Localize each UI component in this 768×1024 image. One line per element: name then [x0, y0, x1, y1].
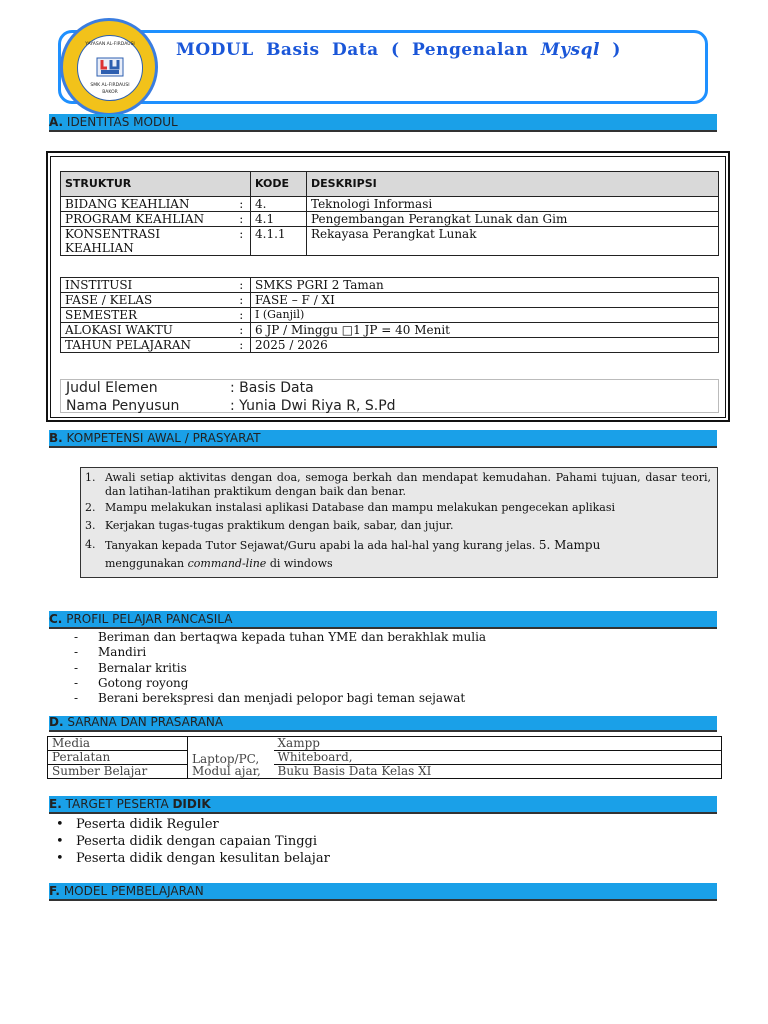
section-d-header — [49, 716, 717, 732]
sarana-label: Sumber Belajar — [48, 765, 188, 779]
item-text-main: Tanyakan kepada Tutor Sejawat/Guru apabi la ada hal-hal yang kurang jelas. — [105, 539, 536, 552]
sarana-table — [47, 736, 722, 779]
sarana-col2-cell — [188, 737, 274, 779]
info-sep: : — [233, 308, 251, 323]
info-table — [60, 277, 719, 353]
section-letter: F. — [49, 884, 60, 898]
info-label: ALOKASI WAKTU — [61, 323, 233, 338]
info-sep: : — [233, 338, 251, 353]
dash-marker: - — [74, 630, 79, 644]
section-a-header — [49, 114, 717, 132]
section-label: PROFIL PELAJAR PANCASILA — [66, 612, 233, 626]
cell-struktur: KONSENTRASI KEAHLIAN — [61, 227, 233, 256]
info-sep: : — [233, 278, 251, 293]
item-text: Awali setiap aktivitas dengan doa, semoga berkah dan mendapat kemudahan. Pahami tujuan, dasar teori, dan latihan-latihan praktikum dengan baik dan benar. — [105, 471, 711, 498]
table-row — [61, 338, 719, 353]
section-letter: C. — [49, 612, 63, 626]
cell-sep: : — [233, 227, 251, 256]
header-kode: KODE — [251, 172, 307, 197]
sarana-label: Media — [48, 737, 188, 751]
structure-table-header — [61, 172, 719, 197]
item-text: Mampu melakukan instalasi aplikasi Database dan mampu melakukan pengecekan aplikasi — [105, 501, 616, 514]
logo-inner-circle — [77, 35, 143, 101]
item-text-italic: command-line — [187, 557, 267, 570]
title-text: MODUL Basis Data ( Pengenalan — [176, 40, 541, 60]
header-struktur: STRUKTUR — [61, 172, 251, 197]
section-f-header — [49, 883, 717, 901]
item-text — [105, 538, 711, 553]
judul-elemen-label: Judul Elemen — [66, 380, 158, 396]
cell-kode: 4.1 — [251, 212, 307, 227]
item-text: Peserta didik dengan kesulitan belajar — [76, 851, 330, 866]
header-deskripsi: DESKRIPSI — [307, 172, 719, 197]
dash-marker: - — [74, 676, 79, 690]
section-label: IDENTITAS MODUL — [66, 115, 178, 129]
table-row — [61, 212, 719, 227]
table-row — [48, 751, 722, 765]
cell-deskripsi: Pengembangan Perangkat Lunak dan Gim — [307, 212, 719, 227]
section-label: SARANA DAN PRASARANA — [67, 716, 224, 729]
section-letter: A. — [49, 115, 64, 129]
cell-sep: : — [233, 212, 251, 227]
item-text: Berani berekspresi dan menjadi pelopor bagi teman sejawat — [98, 691, 466, 705]
dash-marker: - — [74, 661, 79, 675]
item-text: Peserta didik dengan capaian Tinggi — [76, 834, 317, 849]
logo-emblem-icon — [96, 54, 124, 78]
info-label: TAHUN PELAJARAN — [61, 338, 233, 353]
item-text-pre: menggunakan — [105, 557, 188, 570]
bullet-marker: • — [56, 817, 64, 832]
section-letter: D. — [49, 716, 64, 729]
info-value: SMKS PGRI 2 Taman — [251, 278, 719, 293]
item-number: 4. — [85, 538, 96, 551]
kompetensi-list — [80, 467, 718, 578]
logo-bottom-text: SMK AL-FIRDAUSI — [90, 83, 130, 88]
item-number: 3. — [85, 519, 96, 532]
sarana-label: Peralatan — [48, 751, 188, 765]
title-text-end: ) — [599, 40, 621, 60]
cell-struktur: BIDANG KEAHLIAN — [61, 197, 233, 212]
item-text-tail: 5. Mampu — [538, 538, 601, 552]
table-row — [61, 308, 719, 323]
school-logo — [60, 18, 158, 116]
item-text: Gotong royong — [98, 676, 189, 690]
bullet-marker: • — [56, 834, 64, 849]
nama-penyusun-label: Nama Penyusun — [66, 398, 180, 414]
logo-top-text: YAYASAN AL-FIRDAUSI — [85, 42, 135, 47]
info-value: I (Ganjil) — [251, 308, 719, 323]
cell-kode: 4.1.1 — [251, 227, 307, 256]
section-c-header — [49, 611, 717, 629]
sarana-col3: Xampp — [274, 737, 722, 751]
cell-sep: : — [233, 197, 251, 212]
info-value: 2025 / 2026 — [251, 338, 719, 353]
sarana-col2: Modul ajar, — [192, 763, 261, 778]
section-letter: B. — [49, 431, 63, 445]
structure-table — [60, 171, 719, 256]
judul-elemen-value: : Basis Data — [230, 380, 314, 396]
sarana-col3: Buku Basis Data Kelas XI — [274, 765, 722, 779]
item-number: 1. — [85, 471, 96, 484]
info-value: 6 JP / Minggu □1 JP = 40 Menit — [251, 323, 719, 338]
table-row — [61, 197, 719, 212]
info-sep: : — [233, 323, 251, 338]
info-sep: : — [233, 293, 251, 308]
bullet-marker: • — [56, 851, 64, 866]
section-label: TARGET PESERTA — [65, 797, 173, 811]
section-e-header — [49, 796, 717, 814]
item-text: Beriman dan bertaqwa kepada tuhan YME dan berakhlak mulia — [98, 630, 487, 644]
table-row — [61, 323, 719, 338]
title-italic-text: Mysql — [540, 40, 600, 60]
module-title — [176, 40, 621, 60]
item-number: 2. — [85, 501, 96, 514]
table-row — [48, 765, 722, 779]
cell-deskripsi: Teknologi Informasi — [307, 197, 719, 212]
item-text-post: di windows — [266, 557, 333, 570]
sarana-col2: Laptop/PC, — [192, 751, 260, 766]
table-row — [48, 737, 722, 751]
logo-bottom-text-2: BAKOR — [102, 90, 118, 95]
item-text: Peserta didik Reguler — [76, 817, 219, 832]
info-value: FASE – F / XI — [251, 293, 719, 308]
section-label: MODEL PEMBELAJARAN — [63, 884, 204, 898]
cell-kode: 4. — [251, 197, 307, 212]
item-text — [105, 557, 711, 571]
cell-deskripsi: Rekayasa Perangkat Lunak — [307, 227, 719, 256]
dash-marker: - — [74, 691, 79, 705]
info-label: FASE / KELAS — [61, 293, 233, 308]
table-row — [61, 293, 719, 308]
dash-marker: - — [74, 645, 79, 659]
section-letter: E. — [49, 797, 62, 811]
item-text: Kerjakan tugas-tugas praktikum dengan baik, sabar, dan jujur. — [105, 519, 454, 532]
section-b-header — [49, 430, 717, 448]
table-row — [61, 227, 719, 256]
section-label-bold: DIDIK — [172, 797, 211, 811]
table-row — [61, 278, 719, 293]
nama-penyusun-value: : Yunia Dwi Riya R, S.Pd — [230, 398, 396, 414]
info-label: SEMESTER — [61, 308, 233, 323]
sarana-col3: Whiteboard, — [274, 751, 722, 765]
info-label: INSTITUSI — [61, 278, 233, 293]
section-label: KOMPETENSI AWAL / PRASYARAT — [66, 431, 261, 445]
item-text: Bernalar kritis — [98, 661, 187, 675]
cell-struktur: PROGRAM KEAHLIAN — [61, 212, 233, 227]
item-text: Mandiri — [98, 645, 147, 659]
